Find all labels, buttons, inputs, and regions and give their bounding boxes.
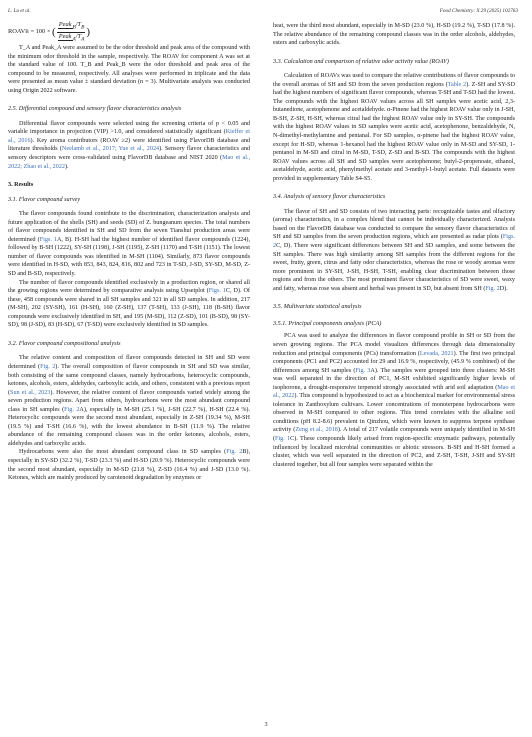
eq-paren-open: (	[52, 25, 56, 38]
paragraph: The number of flavor compounds identified exclusively in a production region, or shared all the growing regions were determined by comparative analysis using Upsetplot (Figs. 1C, D). Of these, 458 compounds were shared in all SH samples and 321 in all SD samples. In addition, 217 (M-SH), 202 (SY-SH), 161 (H-SH), 160 (Z-SH), 137 (T-SH), 133 (J-SH), 118 (B-SH) flavor compounds were exclusively identified in SH, and 195 (M-SD), 112 (Z-SD), 101 (B-SD), 98 (SY-SD), 98 (J-SD), 83 (H-SD), 67 (T-SD) were exclusively identified in SD samples.	[8, 279, 250, 329]
citation-link[interactable]: Sun et al., 2023	[10, 389, 51, 396]
left-column	[8, 22, 250, 483]
section-heading-3-3: 3.3. Calculation and comparison of relative odor activity value (ROAV)	[273, 58, 449, 65]
eq-lhs-sub: B	[25, 28, 29, 35]
figure-link[interactable]: Figs. 1	[39, 236, 57, 243]
right-column	[273, 22, 515, 469]
paragraph: The flavor compounds found contribute to the discrimination, characterization analysis and future application of the shells (SH) and seeds (SD) of Z. bungeanum species. The total numbers of flavor compounds identified in SH and SD from the seven Tianshui production areas were determined (Figs. 1A, B). H-SH had the highest number of identified flavor compounds (1224), followed by B-SH (1222), SY-SH (1198), J-SH (1195), Z-SH (1170) and T-SH (1151). The lowest number of flavor compounds was identified in M-SH (1104). Similarly, 873 flavor compounds were identified in H-SD, with 853, 843, 824, 816, 802 and 723 in T-SD, J-SD, SY-SD, M-SD, Z-SD and B-SD, respectively.	[8, 211, 250, 278]
section-heading-3-4: 3.4. Analysis of sensory flavor characteristics	[273, 194, 386, 201]
paragraph: PCA was used to analyze the differences in flavor compound profile in SH or SD from the seven growing regions. The PCA model visualizes differences through data dimensionality reduction and principal components (PCs) transformation (Levada, 2021). The first two principal components (PC1 and PC2) accounted for 29 and 16.9 %, respectively, (45.9 % combined) of the differences among SH samples (Fig. 3A). The samples were grouped into three clusters: M-SH was well separated in the direction of PC1, M-SH exhibited significantly higher levels of isophorone, a drought-responsive terpenoid strongly associated with arid soil adaptation (Mao et al., 2022). This compound is hypothesized to act as a biochemical marker for environmental stress tolerance in Zanthoxylum cultivars. Lower concentrations of monoterpene hydrocarbons were observed in M-SH compared to other regions. This trend correlates with the alkaline soil conditions (pH 8.2-8.6) prevalent in Qinzhou, which were known to suppress terpene synthase activity (Zeng et al., 2018). A total of 217 volatile compounds were uniquely identified in M-SH (Fig. 1C). These compounds likely arised from region-specific enzymatic pathways, potentially influenced by localized microbial communities or abiotic stressors. B-SH and H-SH formed a cluster, which was well separated in the direction of PC2, and Z-SH, T-SH, J-SH and SY-SH clustered together, but all four samples were separated within the	[273, 333, 516, 468]
section-heading-3-5: 3.5. Multivariate statistical analysis	[273, 304, 362, 311]
eq-fraction: $\frac{Peak_B/T_B}{Peak_A/T_A}$	[58, 20, 85, 42]
citation-link[interactable]: Zeng et al., 2018	[295, 427, 338, 434]
figure-link[interactable]: Figs. 1	[208, 288, 226, 295]
eq-paren-close: )	[86, 25, 91, 38]
citation-link[interactable]: Neelamb et al., 2017; Yue et al., 2024	[61, 146, 160, 153]
paragraph: Differential flavor compounds were selected using the screening criteria of p < 0.05 and variable importance in projection (VIP) >1.0, and considered statistically significant (Kieffer et al., 2016). Key aroma contributors (ROAV ≥2) were identified using FlavorDB database and literature thresholds (Neelamb et al., 2017; Yue et al., 2024). Sensory flavor characteristics and sensory descriptors were cross-validated using FlavorDB database and NIST 2020 (Mao et al., 2022; Zhao et al., 2022).	[8, 120, 251, 170]
figure-link[interactable]: Fig. 2	[40, 363, 56, 370]
running-header-journal: Food Chemistry: X 29 (2025) 102763	[439, 8, 518, 14]
running-header-authors: L. Lu et al.	[8, 8, 31, 14]
roav-equation	[8, 22, 250, 42]
paragraph: The flavor of SH and SD consists of two interacting parts: recognizable tastes and olfactory (aroma) characteristics, in a complex blend that cannot be individually characterized. Analysis based on the FlavorDB database was conducted to compare the sensory flavor characteristics of SH and SD samples from the seven production regions, which are presented as radar plots (Figs. 2C, D). There were significant differences between SH and SD samples, and some between the SH samples. There was high similarity among SH samples from the different regions for the sweet, fruity, green, citrus and fatty odor characteristics, whereas the rose or woody aromas were more prominent in SY-SH, J-SH, H-SH, T-SH, enabling clear discrimination between those regions and from the others. The most prominent flavor characteristics of SD were sweet, waxy and fatty, whereas rose was absent and herbal was present in SD, but absent from SH (Fig. 2D).	[273, 208, 515, 292]
section-heading-3-2: 3.2. Flavor compound compositional analysis	[8, 340, 121, 347]
paragraph: heat, were the third most abundant, especially in M-SD (23.0 %), H-SD (19.2 %), T-SD (17.8 %). The relative abundance of the remaining compound classes was in the order alcohols, aldehydes, esters and carboxylic acids.	[273, 23, 515, 47]
section-heading-3-5-1: 3.5.1. Principal components analysis (PCA)	[273, 320, 382, 327]
citation-link[interactable]: Kieffer et al., 2016	[8, 129, 250, 144]
figure-link[interactable]: Fig. 1	[275, 435, 291, 442]
figure-link[interactable]: Fig. 2	[485, 285, 500, 292]
citation-link[interactable]: Levada, 2021	[419, 350, 454, 357]
figure-link[interactable]: Figs. 2	[273, 234, 515, 250]
figure-link[interactable]: Fig. 2	[226, 449, 243, 456]
paragraph: Calculation of ROAVs was used to compare the relative contributions of flavor compounds to the overall aromas of SH and SD from the seven production regions (Table 2). Z-SH and SY-SD had the highest numbers of significant flavor compounds, whereas T-SH and T-SD had the lowest. The compounds with the highest ROAV values across all SH samples were acetic acid, 2,3-butanedione, acetophenone and acetaldehyde. α-Pinene had the highest ROAV value only in J-SH, B-SH, Z-SH, H-SH, whereas citral had the highest ROAV value only in SY-SH. The compounds with the highest ROAV values in SD samples were acetic acid, acetophenone, benzaldehyde, N, N-dimethyl-methylamine and pentanal. For SD samples, α-pinene had the highest ROAV value, except for H-SD, whereas 1-hexanol had the highest ROAV value only in M-SD and SY-SD, 1-pentanol in M-SD and citral in M-SD, T-SD, Z-SD and B-SD. The compounds with the highest ROAV values across all SH and SD samples were acetophenone; butyl-2-propenoate, ethanol, acetaldehyde, acetic acid, phenylmethyl acetate and 3-methyl-1-butyl acetate. Full datasets were provided in supplementary Table S4-S5.	[273, 73, 515, 182]
eq-mid: = 100 ×	[28, 27, 53, 35]
citation-link[interactable]: Mao et al., 2022; Zhao et al., 2022	[8, 155, 250, 170]
section-heading-3: 3. Results	[8, 182, 34, 189]
paragraph: Hydrocarbons were also the most abundant compound class in SD samples (Fig. 2B), especially in SY-SD (32.2 %), T-SD (23.3 %) and H-SD (20.9 %). Heterocyclic compounds were the second most abundant, especially in M-SD (21.8 %), Z-SD (16.4 %) and J-SD (13.0 %). Ketones, which are mainly produced by carotenoid degradation by enzymes or	[8, 449, 250, 482]
paragraph: The relative content and composition of flavor compounds detected in SH and SD were determined (Fig. 2). The overall composition of flavor compounds in SH and SD was similar, both consisting of the same compound classes, namely hydrocarbons, heterocyclic compounds, ketones, alcohols, esters, aldehydes, carboxylic acids, and others, consistent with a previous report (Sun et al., 2023). However, the relative content of flavor compounds varied widely among the seven production regions. Apart from others, hydrocarbons were the most abundant compound class in SH samples (Fig. 2A), especially in M-SH (25.1 %), J-SH (22.7 %), H-SH (22.4 %). Heterocyclic compounds were the second most abundant, especially in Z-SH (19.34 %), M-SH (19.5 %) and T-SH (16.6 %), with the lowest abundance in B-SH (11.9 %). The relative abundance of the remaining compound classes was in the order ketones, alcohols, esters, aldehydes and carboxylic acids.	[8, 355, 251, 447]
citation-link[interactable]: Mao et al., 2022	[273, 384, 515, 400]
page-number: 3	[264, 721, 268, 728]
paragraph: T_A and Peak_A were assumed to be the odor threshold and peak area of the compound with the minimum odor threshold in the sample, respectively. The ROAV for component A was set at the standard value of 100. T_B and Peak_B were the odor threshold and peak area of the compound to be measured, respectively. All analyses were performed in triplicate and the data were presented as mean value ± standard deviation (n = 3). Multivariate analysis was conducted using Origin 2022 software.	[8, 45, 250, 94]
table-link[interactable]: Table 2	[447, 81, 467, 88]
figure-link[interactable]: Fig. 3	[355, 367, 371, 374]
section-heading-3-1: 3.1. Flavor compound survey	[8, 196, 81, 203]
eq-lhs: ROAV	[8, 27, 26, 35]
section-heading-2-5: 2.5. Differential compound and sensory flavor characteristics analysis	[8, 106, 182, 113]
figure-link[interactable]: Fig. 2	[64, 406, 80, 413]
